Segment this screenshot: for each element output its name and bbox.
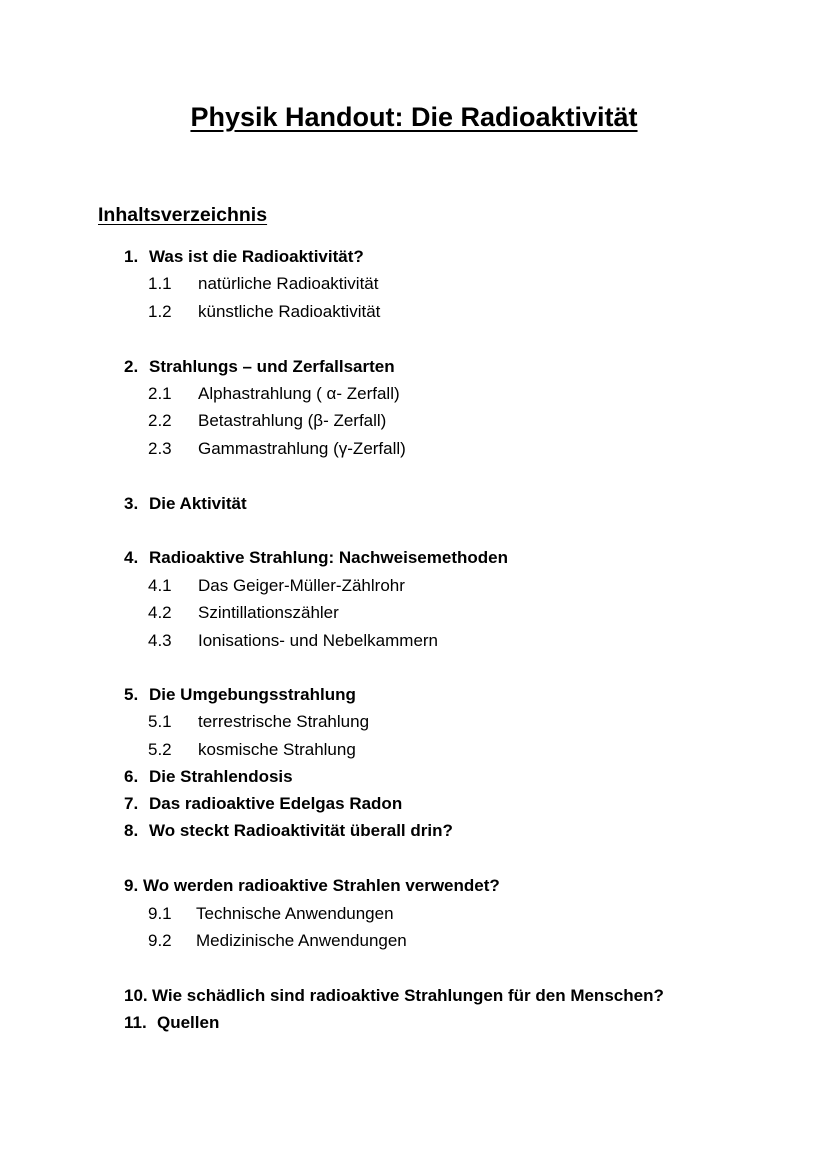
toc-entry <box>124 1012 219 1034</box>
toc-subentry-number: 1.1 <box>148 274 172 293</box>
toc-entry-text: Wie schädlich sind radioaktive Strahlungen für den Menschen? <box>152 986 664 1005</box>
toc-entry-number: 4. <box>124 548 139 567</box>
toc-entry-text: Das radioaktive Edelgas Radon <box>149 794 403 813</box>
document-title: Physik Handout: Die Radioaktivität <box>190 102 638 132</box>
toc-entry <box>124 684 356 706</box>
toc-entry-number: 3. <box>124 494 139 513</box>
toc-subentry-number: 9.1 <box>148 904 172 923</box>
toc-subentry-text: künstliche Radioaktivität <box>198 302 381 321</box>
toc-entry-number: 10. <box>124 986 148 1005</box>
toc-entry-number: 8. <box>124 821 139 840</box>
toc-subentry-text: kosmische Strahlung <box>198 740 356 759</box>
toc-entry <box>124 820 453 842</box>
toc-entry-number: 9. <box>124 876 139 895</box>
toc-entry-text: Wo werden radioaktive Strahlen verwendet? <box>143 876 500 895</box>
toc-entry-text: Was ist die Radioaktivität? <box>149 247 364 266</box>
toc-subentry-number: 2.3 <box>148 439 172 458</box>
toc-entry <box>124 493 247 515</box>
toc-entry <box>124 985 664 1007</box>
toc-entry-number: 7. <box>124 794 139 813</box>
toc-entry <box>124 356 395 378</box>
toc-subentry-number: 2.2 <box>148 411 172 430</box>
toc-subentry-text: terrestrische Strahlung <box>198 712 370 731</box>
toc-entry-text: Die Strahlendosis <box>149 767 293 786</box>
toc-subentry-text: Ionisations- und Nebelkammern <box>198 631 439 650</box>
toc-subentry-text: Szintillationszähler <box>198 603 339 622</box>
toc-subentry-number: 5.1 <box>148 712 172 731</box>
toc-entry <box>124 875 500 897</box>
toc-entry <box>124 547 508 569</box>
toc-subentry-number: 1.2 <box>148 302 172 321</box>
toc-entry-number: 6. <box>124 767 139 786</box>
toc-subentry-text: Medizinische Anwendungen <box>196 931 407 950</box>
toc-entry <box>124 793 402 815</box>
toc-subentry-text: Das Geiger-Müller-Zählrohr <box>198 576 405 595</box>
toc-subentry-number: 4.1 <box>148 576 172 595</box>
toc-entry-text: Strahlungs – und Zerfallsarten <box>149 357 395 376</box>
toc-subentry-text: Technische Anwendungen <box>196 904 394 923</box>
toc-heading: Inhaltsverzeichnis <box>98 204 268 226</box>
toc-subentry-text: Gammastrahlung (γ-Zerfall) <box>198 439 406 458</box>
toc-subentry-number: 5.2 <box>148 740 172 759</box>
toc-entry <box>124 766 293 788</box>
toc-subentry-text: Betastrahlung (β- Zerfall) <box>198 411 387 430</box>
toc-entry-number: 5. <box>124 685 139 704</box>
toc-entry-text: Quellen <box>157 1013 220 1032</box>
toc-entry-text: Wo steckt Radioaktivität überall drin? <box>149 821 453 840</box>
toc-entry-number: 11. <box>124 1013 147 1032</box>
toc-subentry-number: 4.2 <box>148 603 172 622</box>
toc-entry-text: Radioaktive Strahlung: Nachweisemethoden <box>149 548 508 567</box>
toc-entry-number: 1. <box>124 247 139 266</box>
toc-subentry-text: natürliche Radioaktivität <box>198 274 379 293</box>
toc-entry <box>124 246 364 268</box>
toc-subentry-number: 4.3 <box>148 631 172 650</box>
toc-subentry-text: Alphastrahlung ( α- Zerfall) <box>198 384 400 403</box>
toc-subentry-number: 2.1 <box>148 384 172 403</box>
toc-entry-text: Die Aktivität <box>149 494 247 513</box>
toc-entry-number: 2. <box>124 357 139 376</box>
toc-subentry-number: 9.2 <box>148 931 172 950</box>
toc-entry-text: Die Umgebungsstrahlung <box>149 685 356 704</box>
